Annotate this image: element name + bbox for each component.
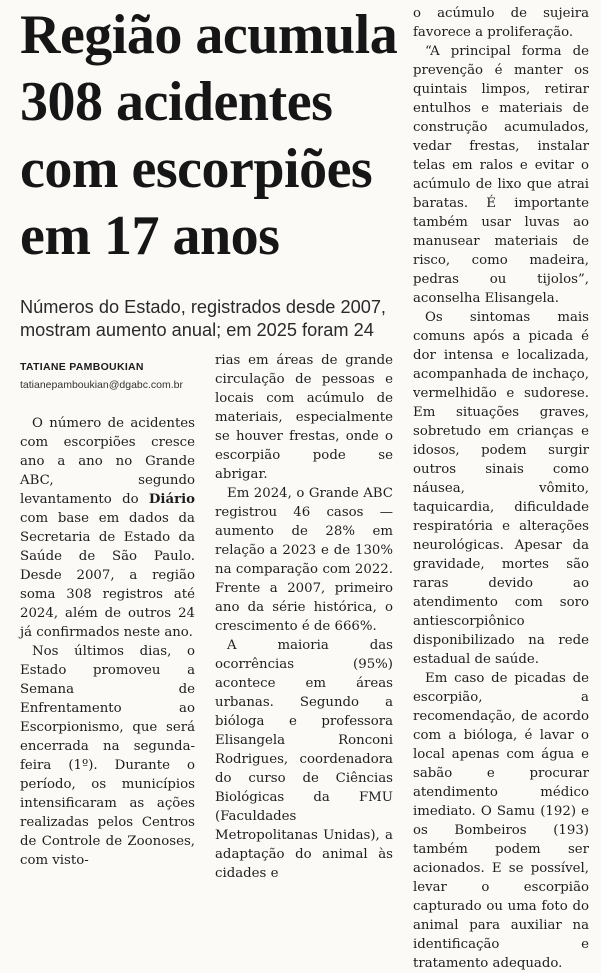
subheadline-line: Números do Estado, registrados desde 2007, [20,297,386,317]
paragraph-text: O número de acidentes com escorpiões cresce ano a ano no Grande ABC, segundo levantamento do [20,416,195,507]
paragraph-text: com base em dados da Secretaria de Estado da Saúde de São Paulo. Desde 2007, a região soma 308 registros até 2024, além de outros 24 já confirmados neste ano. [20,511,195,640]
paragraph: o acúmulo de sujeira favorece a proliferação. [413,6,589,40]
newspaper-name: Diário [148,492,195,507]
paragraph: “A principal forma de prevenção é manter os quintais limpos, retirar entulhos e materiais de construção acumulados, vedar frestas, instalar telas em ralos e evitar o acúmulo de lixo que atrai baratas. É importante também usar luvas ao manusear materiais de risco, como madeira, pedras ou tijolos”, aconselha Elisangela. [413,44,589,306]
headline [20,2,400,270]
paragraph: Nos últimos dias, o Estado promoveu a Semana de Enfrentamento ao Escorpionismo, que será encerrada na segunda-feira (1º). Durante o período, os municípios intensificaram as ações realizadas pelos Centros de Controle de Zoonoses, com visto- [20,644,195,868]
paragraph: Em 2024, o Grande ABC registrou 46 casos — aumento de 28% em relação a 2023 e de 130% na comparação com 2022. Frente a 2007, primeiro ano da série histórica, o crescimento é de 666%. [215,486,393,634]
author-byline: TATIANE PAMBOUKIAN [20,361,144,373]
paragraph: Em caso de picadas de escorpião, a recomendação, de acordo com a bióloga, é lavar o local apenas com água e sabão e procurar atendimento médico imediato. O Samu (192) e os Bombeiros (193) também podem ser acionados. E se possível, levar o escorpião capturado ou uma foto do animal para auxiliar na identificação e tratamento adequado. [413,671,589,971]
headline-line: em 17 anos [20,205,280,267]
paragraph: Os sintomas mais comuns após a picada é dor intensa e localizada, acompanhada de inchaço, vermelhidão e sudorese. Em situações graves, sobretudo em crianças e idosos, podem surgir outros sinais como náusea, vômito, taquicardia, dificuldade respiratória e alterações neurológicas. Apesar da gravidade, mortes são raras devido ao atendimento com soro antiescorpiônico disponibilizado na rede estadual de saúde. [413,310,589,667]
headline-line: Região acumula [20,4,398,66]
headline-line: 308 acidentes [20,71,333,133]
paragraph: rias em áreas de grande circulação de pessoas e locais com acúmulo de materiais, especialmente se houver frestas, onde o escorpião pode se abrigar. [215,353,393,482]
author-email: tatianepamboukian@dgabc.com.br [20,379,184,391]
subheadline [20,296,400,342]
paragraph: A maioria das ocorrências (95%) acontece em áreas urbanas. Segundo a bióloga e professora Elisangela Ronconi Rodrigues, coordenadora do curso de Ciências Biológicas da FMU (Faculdades Metropolitanas Unidas), a adaptação do animal às cidades e [215,638,393,881]
text-column-2 [215,351,393,883]
headline-line: com escorpiões [20,138,373,200]
text-column-1 [20,414,195,870]
subheadline-line: mostram aumento anual; em 2025 foram 24 [20,320,374,340]
text-column-3 [413,4,589,973]
paragraph [20,414,195,642]
